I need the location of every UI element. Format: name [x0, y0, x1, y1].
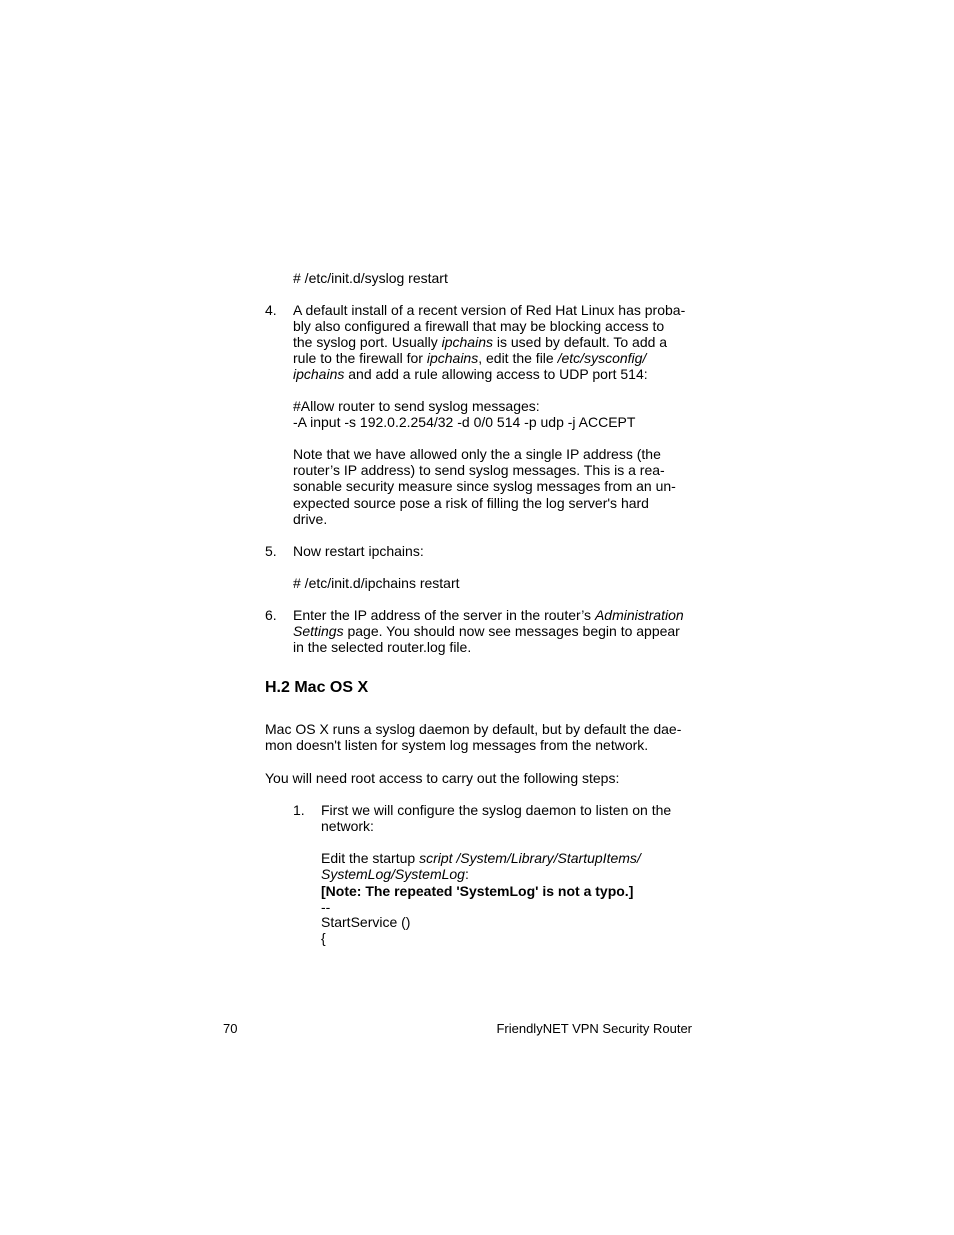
mac-para-1-line-1: Mac OS X runs a syslog daemon by default, but by default the dae-: [265, 721, 682, 737]
step-6-line-3: in the selected router.log file.: [293, 639, 472, 655]
mac-para-2: You will need root access to carry out the following steps:: [265, 770, 620, 786]
step-4-number: 4.: [265, 302, 277, 318]
code-open-brace: {: [321, 930, 326, 946]
footer-title: FriendlyNET VPN Security Router: [496, 1021, 692, 1036]
edit-startup-line-1: Edit the startup script /System/Library/StartupItems/: [321, 850, 641, 866]
bold-note: [Note: The repeated 'SystemLog' is not a typo.]: [321, 883, 634, 899]
code-dashes: --: [321, 899, 331, 915]
step-4-line-1: A default install of a recent version of Red Hat Linux has proba-: [293, 302, 686, 318]
mac-step-1-number: 1.: [293, 802, 305, 818]
mac-step-1-line-2: network:: [321, 818, 374, 834]
note-line-2: router’s IP address) to send syslog messages. This is a rea-: [293, 462, 665, 478]
step-4-line-4: rule to the firewall for ipchains, edit the file /etc/sysconfig/: [293, 350, 647, 366]
step-6-line-1: Enter the IP address of the server in the router’s Administration: [293, 607, 684, 623]
section-heading: H.2 Mac OS X: [265, 679, 369, 696]
step-4-line-5: ipchains and add a rule allowing access to UDP port 514:: [293, 366, 648, 382]
ipchains-rule: -A input -s 192.0.2.254/32 -d 0/0 514 -p udp -j ACCEPT: [293, 414, 636, 430]
step-5-text: Now restart ipchains:: [293, 543, 424, 559]
step-4-line-2: bly also configured a firewall that may be blocking access to: [293, 318, 665, 334]
note-line-1: Note that we have allowed only the a single IP address (the: [293, 446, 661, 462]
ipchains-restart-command: # /etc/init.d/ipchains restart: [293, 575, 460, 591]
note-line-5: drive.: [293, 511, 328, 527]
step-4-line-3: the syslog port. Usually ipchains is used by default. To add a: [293, 334, 668, 350]
ipchains-rule-comment: #Allow router to send syslog messages:: [293, 398, 540, 414]
mac-step-1-line-1: First we will configure the syslog daemon to listen on the: [321, 802, 672, 818]
code-startservice: StartService (): [321, 914, 411, 930]
edit-startup-line-2: SystemLog/SystemLog:: [321, 866, 469, 882]
syslog-restart-command: # /etc/init.d/syslog restart: [293, 270, 448, 286]
page-number: 70: [223, 1021, 238, 1036]
mac-para-1-line-2: mon doesn't listen for system log messages from the network.: [265, 737, 649, 753]
step-6-line-2: Settings page. You should now see messages begin to appear: [293, 623, 680, 639]
note-line-3: sonable security measure since syslog messages from an un-: [293, 478, 676, 494]
step-6-number: 6.: [265, 607, 277, 623]
step-5-number: 5.: [265, 543, 277, 559]
note-line-4: expected source pose a risk of filling the log server's hard: [293, 495, 649, 511]
